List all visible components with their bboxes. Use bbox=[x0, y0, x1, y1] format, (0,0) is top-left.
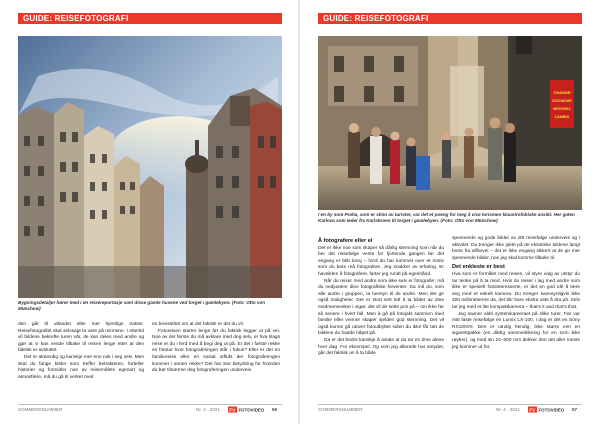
prague-street-photo bbox=[318, 36, 582, 210]
right-page bbox=[300, 0, 600, 424]
paragraph: spennende og gode bilder av ditt reisefølge underveis og i aktivitet. Du trenger ikke jakte på de eksotiske bildene langt borte fra allfarvei – det er ikke engang sikkert at de gir mer spennende bilder, noe jeg skal komme tilbake til. bbox=[452, 236, 580, 261]
svg-text:CHANGE: CHANGE bbox=[553, 90, 571, 95]
text-column-1 bbox=[18, 322, 144, 381]
section-banner: GUIDE: REISEFOTOGRAFI bbox=[18, 13, 282, 24]
logo-text: FOTOVIDEO bbox=[538, 407, 565, 413]
magazine-label: SOMMERSNUMMER bbox=[18, 407, 63, 412]
section-heading: Å fotografere eller ei bbox=[318, 238, 373, 244]
paragraph: Hva som er formålet med reisen, vil styre valg av utstyr du tar tenke på å ta med. Hvis du reiser i lag med andre som ikke er spesielt fotointeresserte, er det en god idé å lære seg med et enkelt kamera. Du trenger sannsynligvis ikke 400 millimeterere da, det blir bare ekstra vekt å dra på. Selv tar jeg med et lite kompaktkamera – that's it and that's that. bbox=[452, 271, 580, 310]
street-illustration bbox=[318, 36, 582, 210]
issue-label: Nr. 4 · 2021 bbox=[196, 407, 221, 412]
text-column-2 bbox=[152, 322, 280, 375]
logo-text: FOTOVIDEO bbox=[238, 407, 265, 413]
paragraph: en bevissthet om at det faktisk er det du vil. bbox=[152, 322, 244, 327]
section-heading: Det enkleste er best bbox=[452, 264, 505, 271]
page-footer bbox=[318, 406, 582, 414]
page-number: 57 bbox=[572, 407, 578, 412]
paragraph: Når du reiser med andre som ikke selv er fotografer, må du nedjustere dine fotografiske forventer. Da må du, som alle andre i gruppen, ta hensyn til de andre. Men det gir også muligheter. Det er stort sett lett å ta bilder av dine medmennesker i vigør, det vil de sette pris på – om ikke før så senere i hvert fall. Men å gå på fotojakt sammen med familie eller venner skaper sjelden god stemning. Det vil også kunne gå utover fotoutbyttet siden du ikke får tatt de bildene du hadde håpet på. bbox=[318, 278, 444, 337]
fotovideo-logo bbox=[528, 406, 566, 413]
footer-rule bbox=[318, 404, 582, 405]
buildings-illustration bbox=[18, 36, 282, 298]
svg-text:FV: FV bbox=[529, 408, 536, 413]
svg-text:EXCHANGE: EXCHANGE bbox=[552, 99, 572, 103]
svg-text:FV: FV bbox=[229, 408, 236, 413]
photo-caption: I en by som Praha, som er stinn av turister, var det et poeng for meg å vise turismen klaustrofobiske ansikt. Her gaten Karlova som leder fra Karlsbroen til torget i gamlebyen. (Foto: Otto von Münchow) bbox=[318, 212, 575, 223]
paragraph: Fotoreisen starter lenge før du faktisk legger ut på vei. Noe av det første du må avklare med deg selv, er hva slags reise er du i ferd med å begi deg ut på. Er det i første rekke en fototur hvor fotograferingen står i fokus? Eller er det en familiereise eller en sosial utflukt der fotograferingen kommer i annen rekke? Det har stor betydning for hvordan du bør tilnærme deg fotograferingen underveis. bbox=[152, 328, 280, 374]
magazine-label: SOMMERSNUMMER bbox=[318, 407, 363, 412]
text-column-1 bbox=[318, 236, 444, 358]
page-number: 56 bbox=[272, 407, 278, 412]
page-footer bbox=[18, 406, 282, 414]
footer-rule bbox=[18, 404, 282, 405]
paragraph: Da er det bedre kanskje å avtale at du tar en time alene hver dag. For eksempel. Og som jeg allerede har antydet, går det faktisk an å ta både bbox=[318, 337, 444, 357]
paragraph: Det er aktverdig og kanskje mer enn nok i seg selv. Men skal du fange bilder som treffer betrakteren, forteller historier og formidler noe av reisemålets egenart og atmosfære, må du gå til verket med bbox=[18, 354, 144, 380]
svg-text:WECHSEL: WECHSEL bbox=[553, 107, 571, 111]
issue-label: Nr. 4 · 2021 bbox=[496, 407, 521, 412]
section-banner: GUIDE: REISEFOTOGRAFI bbox=[318, 13, 582, 24]
paragraph: Jeg savner aldri systemkameraet på slike turer. Før var mitt faste reisefølge en Lumix LX-100, i dag er det en Sony RX100VII. Den er utrolig hendig, ikke større enn en sigarettpakke (en dårlig sammenlikning for en som ikke røyker), og med sin 24–200 mm dekker den det aller meste jeg kommer ut for. bbox=[452, 311, 580, 350]
exchange-sign bbox=[550, 80, 574, 128]
paragraph: Det er ikke noe som skaper så dårlig stemning som når du ber ditt reisefølge vente for fjortende gangen før det engang er blitt lunsj – fordi du har kommet over et motiv som du bare må fotografere. Jeg snakker av erfaring. Er havsikten å fotografere, farter jeg rundt på egenhånd. bbox=[318, 245, 444, 277]
svg-text:CAMBIO: CAMBIO bbox=[554, 115, 570, 119]
text-column-2 bbox=[452, 236, 580, 351]
photo-caption: Bygningsdetaljer hører med i en reisereportasje som disse gamle husene ved torget i gamlebyen. (Foto: Otto von Münchow) bbox=[18, 300, 266, 311]
paragraph: den går til utlandet eller mer hjemlige trakter. Reisefotografiet skal selvsagt ta vare på minnene. I ettertid vil bildene bekrefte turen vår, de kan deles med andre og gjør at vi kan vende tilbake til reisen lenge etter at den faktisk er avsluttet. bbox=[18, 322, 144, 354]
prague-buildings-photo bbox=[18, 36, 282, 298]
fotovideo-logo bbox=[228, 406, 266, 413]
